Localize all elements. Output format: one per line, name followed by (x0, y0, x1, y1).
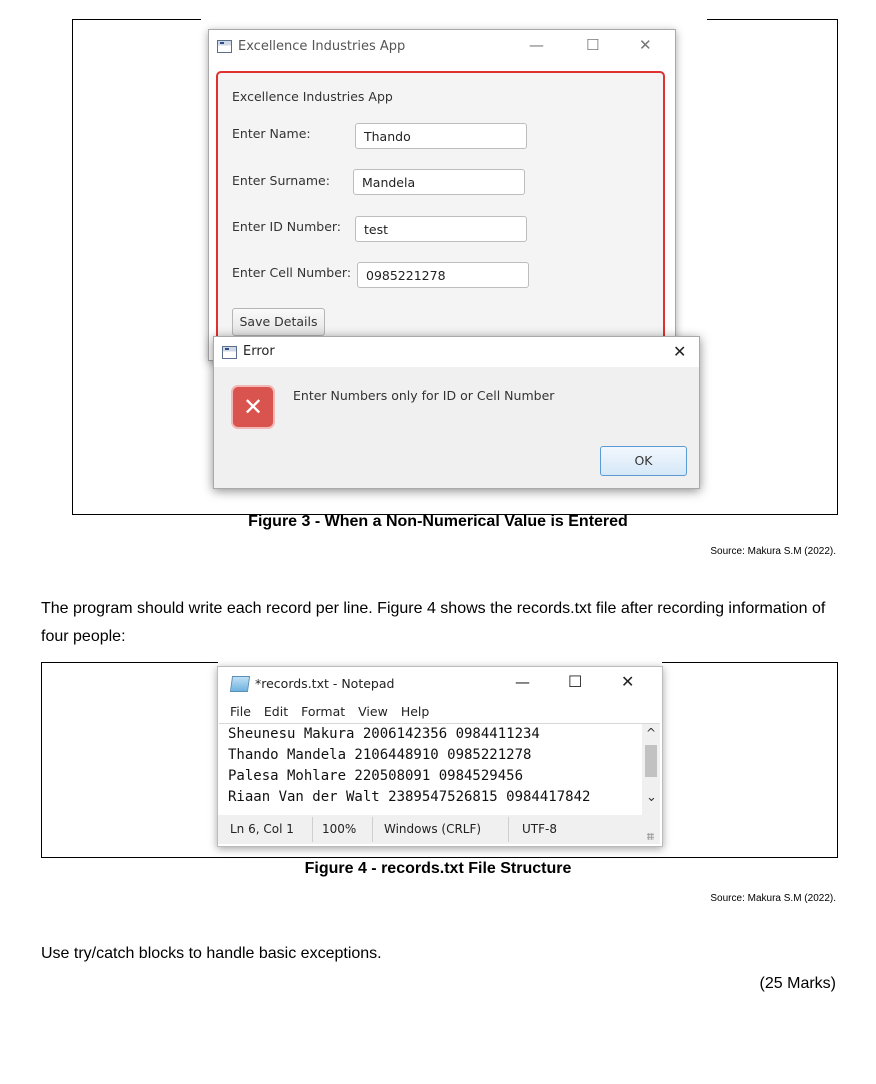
notepad-icon (230, 676, 250, 692)
figure4-source: Source: Makura S.M (2022). (710, 893, 836, 904)
error-icon (231, 385, 275, 429)
name-input[interactable]: Thando (355, 123, 527, 149)
text-line: Riaan Van der Walt 2389547526815 0984417842 (228, 789, 591, 805)
surname-label: Enter Surname: (232, 173, 330, 188)
notepad-minimize-icon[interactable]: — (515, 673, 530, 691)
menu-help[interactable]: Help (400, 704, 430, 719)
figure3-frame-gap (201, 14, 707, 22)
text-line: Palesa Mohlare 220508091 0984529456 (228, 768, 524, 784)
figure4-frame-gap (218, 658, 662, 666)
cell-number-input[interactable]: 0985221278 (357, 262, 529, 288)
vertical-scrollbar[interactable] (642, 724, 660, 815)
figure4-caption: Figure 4 - records.txt File Structure (304, 860, 572, 877)
app-window (208, 29, 676, 361)
app-title: Excellence Industries App (238, 39, 406, 54)
id-number-label: Enter ID Number: (232, 219, 342, 234)
error-message: Enter Numbers only for ID or Cell Number (293, 388, 555, 403)
scroll-thumb[interactable] (645, 745, 657, 777)
status-zoom: 100% (322, 822, 357, 836)
scroll-up-icon[interactable]: ^ (646, 726, 657, 740)
figure3-source: Source: Makura S.M (2022). (710, 546, 836, 557)
paragraph-exceptions: Use try/catch blocks to handle basic exceptions. (41, 945, 382, 962)
error-window-icon (222, 346, 237, 359)
menu-file[interactable]: File (230, 704, 251, 719)
menu-edit[interactable]: Edit (263, 704, 289, 719)
figure3-caption: Figure 3 - When a Non-Numerical Value is Entered (248, 513, 628, 530)
cell-number-label: Enter Cell Number: (232, 265, 352, 280)
status-divider (312, 817, 313, 842)
paragraph-records: The program should write each record per line. Figure 4 shows the records.txt file after recording information of four people: (41, 600, 826, 645)
status-divider (372, 817, 373, 842)
close-icon[interactable]: ✕ (639, 36, 652, 54)
status-line-endings: Windows (CRLF) (384, 822, 482, 836)
menu-view[interactable]: View (358, 704, 388, 719)
notepad-statusbar (218, 815, 660, 844)
notepad-text-area[interactable] (219, 723, 660, 816)
status-position: Ln 6, Col 1 (230, 822, 294, 836)
notepad-menubar (230, 704, 429, 719)
save-details-button[interactable]: Save Details (232, 308, 325, 336)
error-dialog (213, 336, 700, 489)
surname-input[interactable]: Mandela (353, 169, 525, 195)
error-x-glyph: ✕ (242, 393, 264, 421)
marks-label: (25 Marks) (759, 975, 836, 992)
form-pane (216, 71, 665, 355)
app-titlebar (209, 30, 675, 64)
text-line: Thando Mandela 2106448910 0985221278 (228, 747, 532, 763)
status-encoding: UTF-8 (522, 822, 557, 836)
notepad-close-icon[interactable]: ✕ (621, 672, 635, 691)
id-number-input[interactable]: test (355, 216, 527, 242)
maximize-icon[interactable]: ☐ (586, 36, 600, 54)
form-heading: Excellence Industries App (232, 89, 393, 104)
menu-format[interactable]: Format (301, 704, 346, 719)
notepad-window (217, 666, 663, 847)
error-title: Error (243, 344, 275, 359)
scroll-down-icon[interactable]: ⌄ (646, 790, 657, 805)
notepad-maximize-icon[interactable]: ☐ (568, 672, 583, 691)
app-window-icon (217, 40, 232, 53)
ok-button[interactable]: OK (600, 446, 687, 476)
resize-grip-icon[interactable] (647, 833, 654, 840)
error-titlebar (214, 337, 699, 367)
error-close-icon[interactable]: ✕ (673, 342, 687, 361)
notepad-title: *records.txt - Notepad (255, 676, 395, 691)
text-line: Sheunesu Makura 2006142356 0984411234 (228, 726, 540, 742)
minimize-icon[interactable]: — (529, 36, 544, 54)
name-label: Enter Name: (232, 126, 311, 141)
status-divider (508, 817, 509, 842)
